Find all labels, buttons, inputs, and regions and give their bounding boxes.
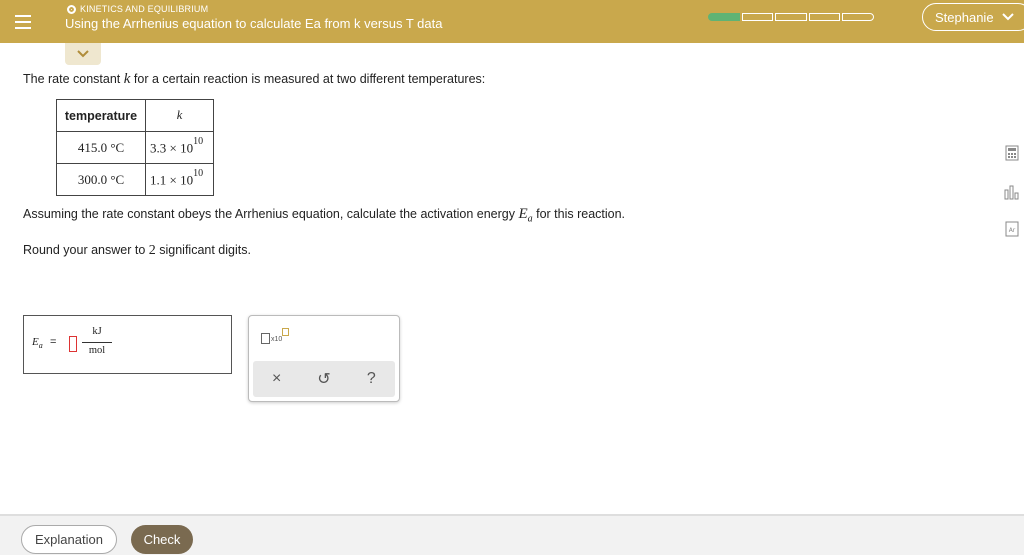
undo-button[interactable]: ↺ xyxy=(317,371,331,388)
temperature-cell: 300.0 °C xyxy=(57,164,146,196)
check-button[interactable]: Check xyxy=(131,525,193,554)
progress-segment xyxy=(842,13,874,21)
clear-button[interactable]: × xyxy=(271,370,282,387)
user-name: Stephanie xyxy=(935,9,994,25)
help-button[interactable]: ? xyxy=(366,370,376,387)
svg-text:Ar: Ar xyxy=(1008,227,1016,234)
progress-bar xyxy=(708,13,874,21)
k-cell: $3.3 \times 10^{10}$ xyxy=(146,132,214,164)
unit-fraction xyxy=(82,326,112,356)
temperature-cell: 415.0 °C xyxy=(57,132,146,164)
progress-segment xyxy=(742,13,774,21)
progress-segment xyxy=(809,13,841,21)
table-row xyxy=(57,132,214,164)
answer-input[interactable] xyxy=(69,336,77,352)
scientific-notation-button[interactable]: x10 xyxy=(261,328,293,348)
k-cell: $1.1 \times 10^{10}$ xyxy=(146,164,214,196)
top-header xyxy=(0,0,1024,43)
answer-variable: $E_a$ xyxy=(32,336,43,351)
explanation-button[interactable]: Explanation xyxy=(21,525,117,554)
fraction-bar xyxy=(82,342,112,343)
menu-icon[interactable] xyxy=(0,0,45,43)
user-menu-button[interactable] xyxy=(922,3,1024,31)
chart-icon[interactable] xyxy=(1004,183,1020,201)
periodic-table-icon[interactable] xyxy=(1004,220,1020,238)
topic-dot-icon xyxy=(67,5,76,14)
topic-label: KINETICS AND EQUILIBRIUM xyxy=(67,3,208,15)
unit-numerator: kJ xyxy=(92,326,102,337)
table-row xyxy=(57,164,214,196)
question-assumption: Assuming the rate constant obeys the Arrhenius equation, calculate the activation energy $E_a$ for this reaction. xyxy=(23,206,626,225)
progress-segment xyxy=(775,13,807,21)
footer-bar xyxy=(0,514,1024,555)
progress-segment xyxy=(708,13,740,21)
rounding-instruction: Round your answer to 2 significant digits. xyxy=(23,243,251,258)
collapse-toggle[interactable] xyxy=(65,43,101,65)
chevron-down-icon xyxy=(1002,13,1014,21)
calculator-icon[interactable] xyxy=(1004,144,1020,162)
answer-box xyxy=(23,315,232,374)
data-table xyxy=(56,99,214,196)
page-title: Using the Arrhenius equation to calculate Ea from k versus T data xyxy=(65,16,443,31)
unit-denominator: mol xyxy=(88,345,106,356)
column-header-temperature: temperature xyxy=(57,100,146,132)
palette-actions xyxy=(253,361,395,397)
question-intro: The rate constant k for a certain reaction is measured at two different temperatures: xyxy=(23,71,486,87)
chevron-down-icon xyxy=(77,50,89,58)
equals-sign: = xyxy=(50,336,57,348)
column-header-k: k xyxy=(146,100,214,132)
math-palette xyxy=(248,315,400,402)
